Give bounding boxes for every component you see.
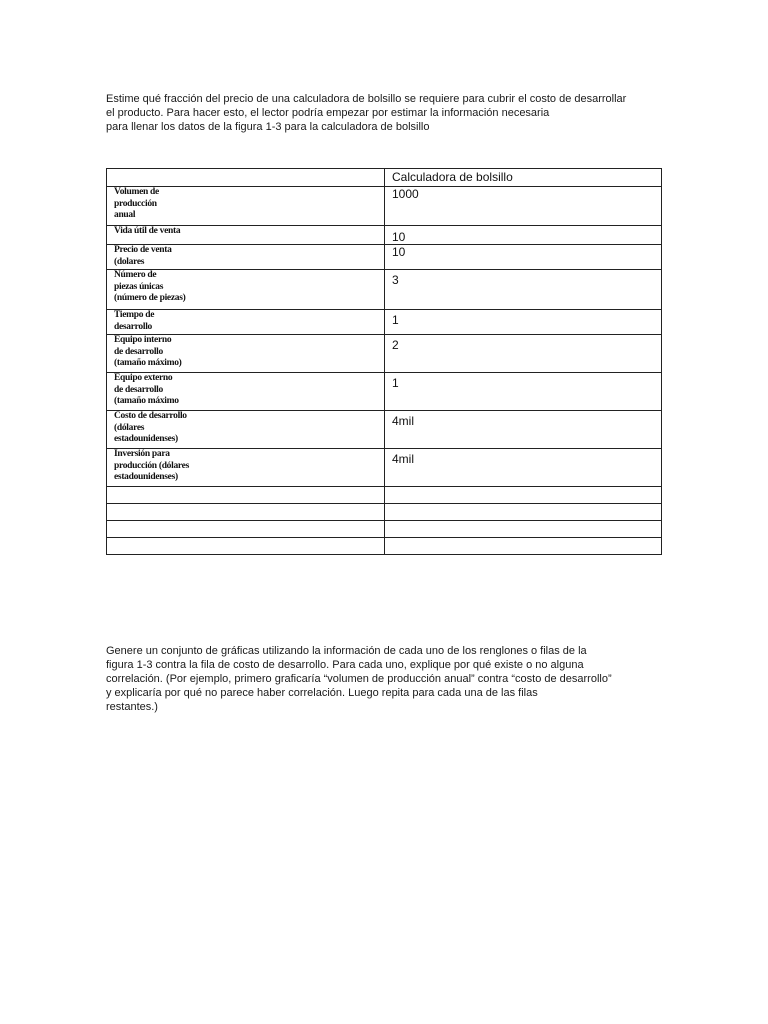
table-row [107,335,662,373]
row-value: 2 [385,335,662,373]
empty-row [107,521,662,538]
row-label: Costo de desarrollo (dólares estadounidenses) [107,411,385,449]
header-label-cell [107,169,385,187]
row-value: 1 [385,310,662,335]
row-value: 1 [385,373,662,411]
table-header-row [107,169,662,187]
row-label: Precio de venta (dolares [107,245,385,270]
row-label: Vida útil de venta [107,226,385,245]
row-label: Inversión para producción (dólares estadounidenses) [107,449,385,487]
row-label: Número de piezas únicas (número de piezas) [107,270,385,310]
table-row [107,226,662,245]
empty-row [107,504,662,521]
table-row [107,245,662,270]
table-row [107,310,662,335]
data-table [106,168,662,555]
second-paragraph: Genere un conjunto de gráficas utilizando la información de cada uno de los renglones o filas de la figura 1-3 contra la fila de costo de desarrollo. Para cada uno, explique por qué existe o no alguna correlación. (Por ejemplo, primero graficaría “volumen de producción anual” contra “costo de desarrollo” y explicaría por qué no parece haber correlación. Luego repita para cada una de las filas restantes.) [106,645,612,713]
row-label: Equipo interno de desarrollo (tamaño máximo) [107,335,385,373]
table-row [107,449,662,487]
intro-paragraph: Estime qué fracción del precio de una calculadora de bolsillo se requiere para cubrir el costo de desarrollar el producto. Para hacer esto, el lector podría empezar por estimar la información necesaria para llenar los datos de la figura 1-3 para la calculadora de bolsillo [106,93,627,133]
row-value: 10 [385,245,662,270]
table-row [107,411,662,449]
row-value: 1000 [385,187,662,226]
row-label: Equipo externo de desarrollo (tamaño máximo [107,373,385,411]
empty-row [107,487,662,504]
table-row [107,270,662,310]
empty-row [107,538,662,555]
row-label: Volumen de producción anual [107,187,385,226]
table-row [107,187,662,226]
row-value: 3 [385,270,662,310]
header-value-cell: Calculadora de bolsillo [385,169,662,187]
table-row [107,373,662,411]
row-value: 10 [385,226,662,245]
row-value: 4mil [385,449,662,487]
row-label: Tiempo de desarrollo [107,310,385,335]
row-value: 4mil [385,411,662,449]
